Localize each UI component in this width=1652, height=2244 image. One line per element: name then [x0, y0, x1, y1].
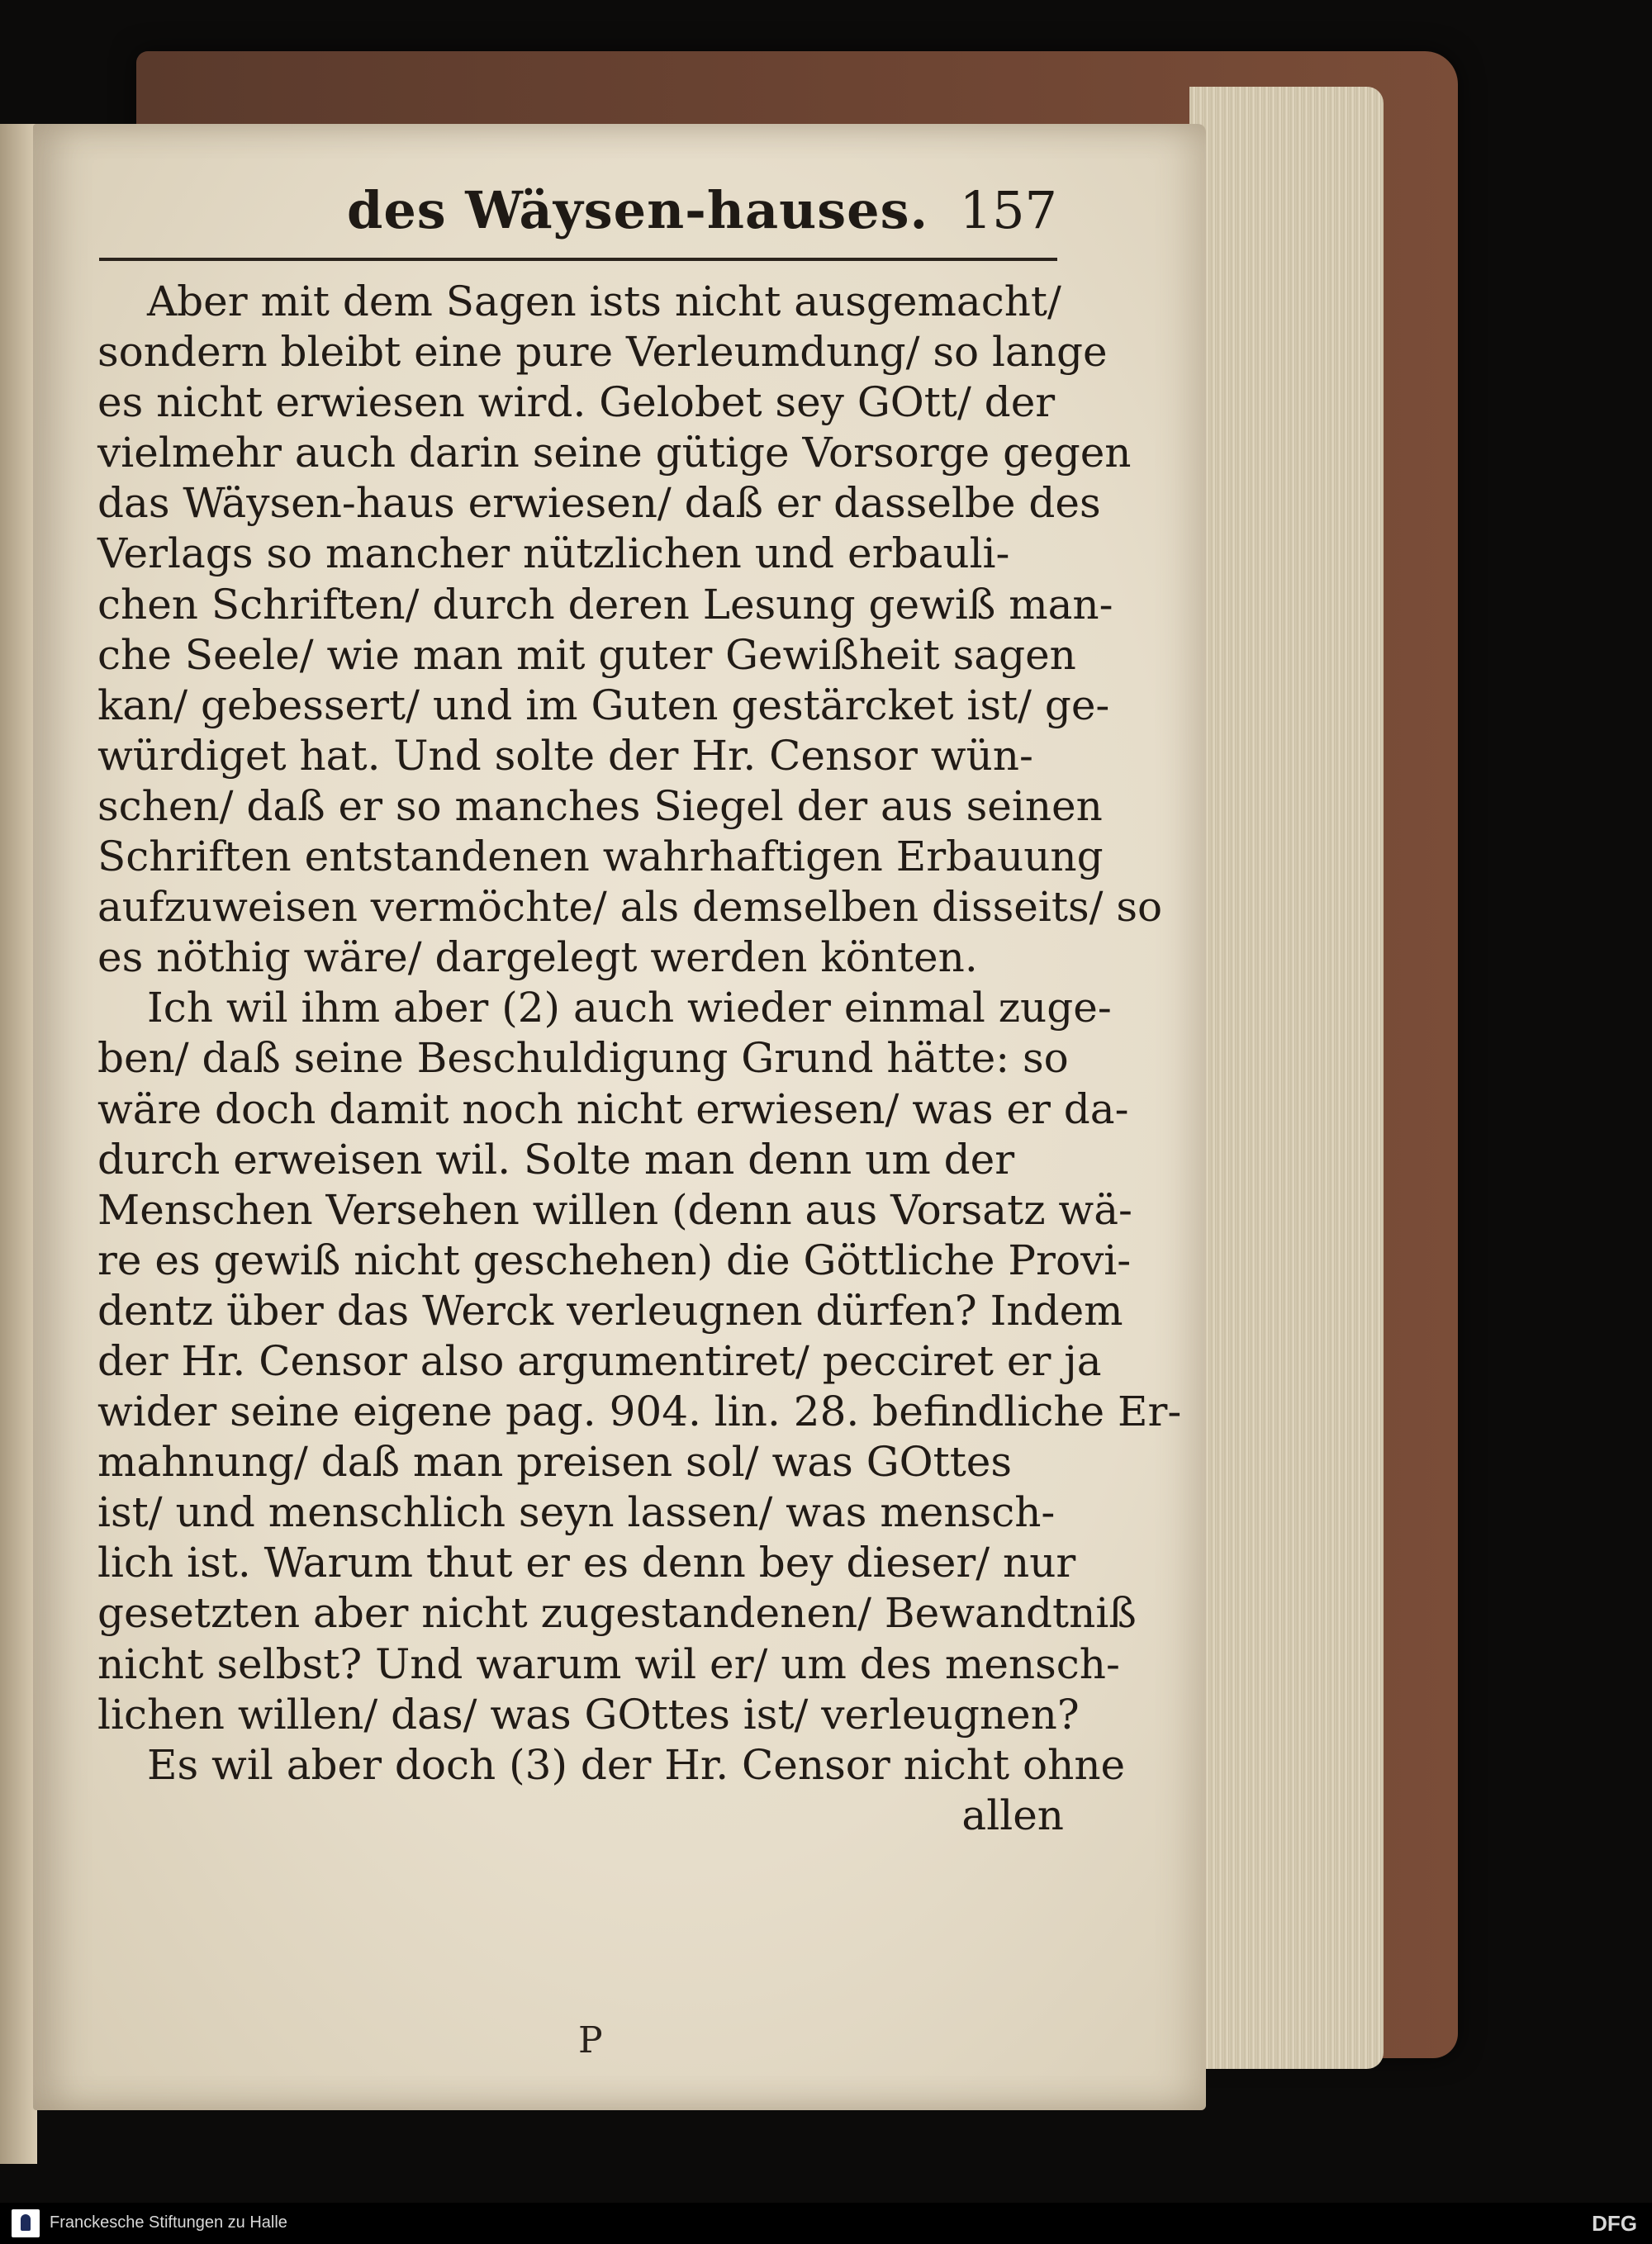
text-line: würdiget hat. Und solte der Hr. Censor wün-: [97, 731, 1033, 780]
text-line: dentz über das Werck verleugnen dürfen? Indem: [97, 1286, 1123, 1335]
page-block-edges: [1189, 87, 1384, 2069]
text-line: lichen willen/ das/ was GOttes ist/ verleugnen?: [97, 1690, 1080, 1739]
text-line: aufzuweisen vermöchte/ als demselben disseits/ so: [97, 883, 1163, 932]
header-rule: [99, 258, 1057, 261]
institution-logo-icon: [12, 2209, 40, 2237]
body-text: [97, 277, 1182, 1841]
page-header: [347, 180, 1057, 263]
text-line: Es wil aber doch (3) der Hr. Censor nicht ohne: [147, 1740, 1126, 1789]
text-line: re es gewiß nicht geschehen) die Göttliche Provi-: [97, 1236, 1132, 1284]
text-line: vielmehr auch darin seine gütige Vorsorge gegen: [97, 429, 1132, 477]
text-line: es nöthig wäre/ dargelegt werden könten.: [97, 933, 978, 982]
running-head: des Wäysen-hauses.: [347, 180, 929, 240]
text-line: durch erweisen wil. Solte man denn um der: [97, 1135, 1015, 1184]
text-line: mahnung/ daß man preisen sol/ was GOttes: [97, 1438, 1013, 1487]
text-line: wider seine eigene pag. 904. lin. 28. befindliche Er-: [97, 1388, 1182, 1436]
left-page-edge: [0, 124, 37, 2164]
text-line: sondern bleibt eine pure Verleumdung/ so lange: [97, 328, 1108, 377]
text-line: wäre doch damit noch nicht erwiesen/ was er da-: [97, 1084, 1129, 1133]
text-line: Aber mit dem Sagen ists nicht ausgemacht/: [147, 278, 1061, 325]
text-line: Ich wil ihm aber (2) auch wieder einmal zuge-: [147, 984, 1112, 1032]
text-line: kan/ gebessert/ und im Guten gestärcket ist/ ge-: [97, 681, 1110, 729]
text-line: Menschen Versehen willen (denn aus Vorsatz wä-: [97, 1185, 1132, 1234]
text-line: Schriften entstandenen wahrhaftigen Erbauung: [97, 833, 1104, 881]
text-line: lich ist. Warum thut er es denn bey dieser/ nur: [97, 1539, 1076, 1587]
text-line: ist/ und menschlich seyn lassen/ was mensch-: [97, 1488, 1056, 1537]
text-line: ben/ daß seine Beschuldigung Grund hätte: so: [97, 1034, 1069, 1083]
text-line: che Seele/ wie man mit guter Gewißheit sagen: [97, 630, 1076, 679]
text-line: chen Schriften/ durch deren Lesung gewiß man-: [97, 580, 1113, 629]
signature-mark: P: [578, 2019, 603, 2061]
text-line: das Wäysen-haus erwiesen/ daß er dasselbe des: [97, 479, 1101, 528]
catchword: allen: [961, 1791, 1064, 1839]
text-line: gesetzten aber nicht zugestandenen/ Bewandtniß: [97, 1589, 1137, 1638]
text-line: nicht selbst? Und warum wil er/ um des mensch-: [97, 1639, 1120, 1688]
footer-institution: Franckesche Stiftungen zu Halle: [50, 2213, 287, 2232]
page-number: 157: [959, 180, 1057, 240]
footer-bar: [0, 2203, 1652, 2244]
text-line: schen/ daß er so manches Siegel der aus seinen: [97, 781, 1103, 830]
footer-brand-logo: DFG: [1592, 2211, 1637, 2236]
text-line: es nicht erwiesen wird. Gelobet sey GOtt/ der: [97, 378, 1056, 427]
text-line: Verlags so mancher nützlichen und erbauli-: [97, 529, 1010, 578]
text-line: der Hr. Censor also argumentiret/ pecciret er ja: [97, 1336, 1102, 1385]
